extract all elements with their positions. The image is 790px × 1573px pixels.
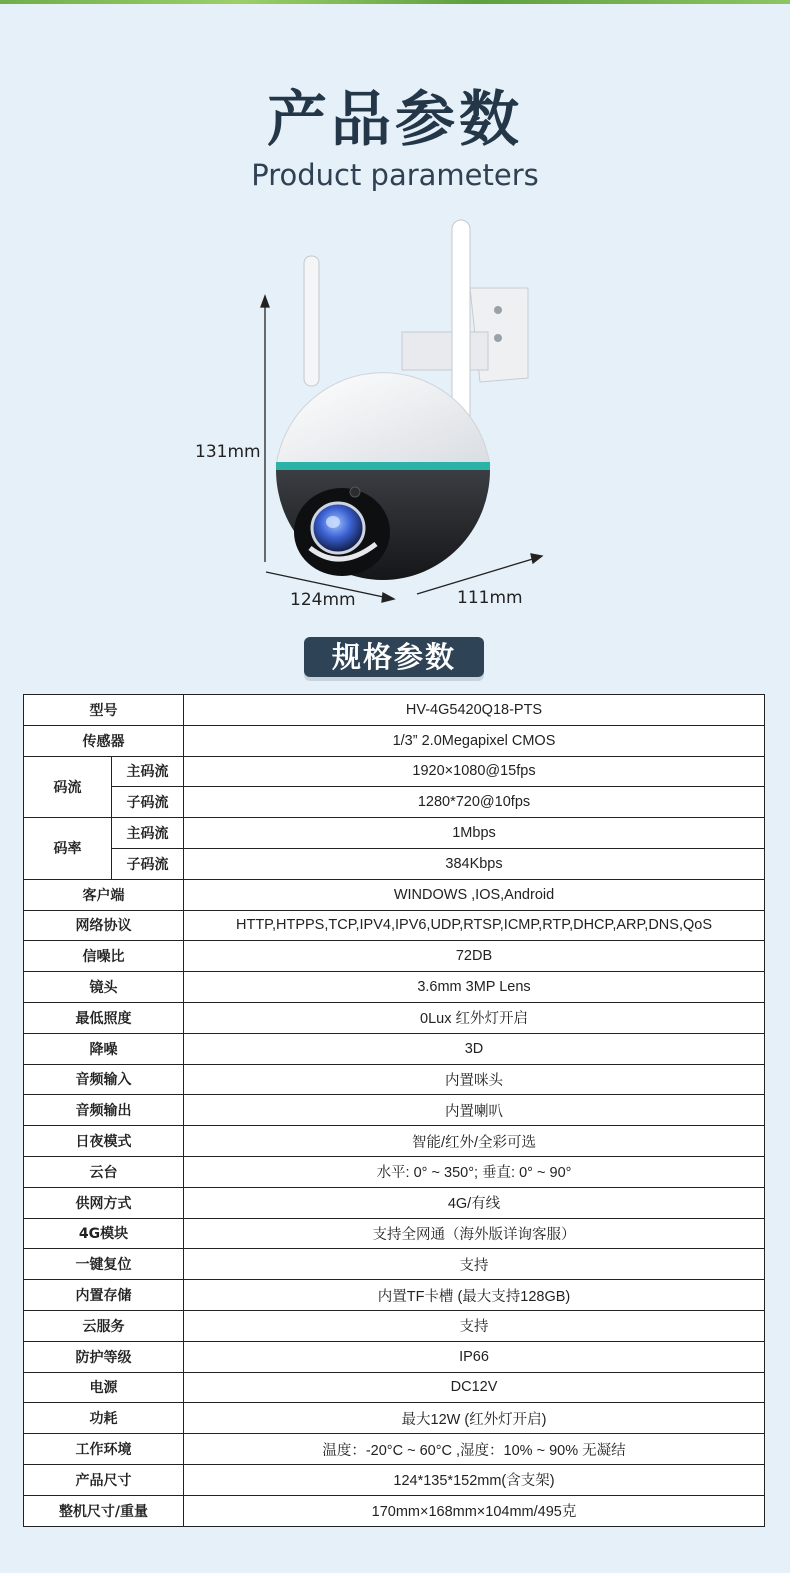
spec-value-stream-main: 1920×1080@15fps [184,756,765,787]
spec-value-model: HV-4G5420Q18-PTS [184,695,765,726]
table-row [24,1187,765,1218]
spec-value: 支持 [184,1249,765,1280]
spec-label: 工作环境 [24,1434,184,1465]
spec-value: 72DB [184,941,765,972]
spec-label: 供网方式 [24,1187,184,1218]
spec-value: 内置喇叭 [184,1095,765,1126]
table-row [24,725,765,756]
camera-image [180,210,600,620]
table-row [24,1218,765,1249]
spec-value-sensor: 1/3” 2.0Megapixel CMOS [184,725,765,756]
spec-label: 整机尺寸/重量 [24,1495,184,1526]
spec-value: 最大12W (红外灯开启) [184,1403,765,1434]
spec-label: 4G模块 [24,1218,184,1249]
page-subtitle: Product parameters [251,158,539,192]
spec-label: 电源 [24,1372,184,1403]
spec-label: 云台 [24,1156,184,1187]
spec-value: 内置TF卡槽 (最大支持128GB) [184,1280,765,1311]
spec-value: 智能/红外/全彩可选 [184,1126,765,1157]
spec-value: 支持全网通（海外版详询客服） [184,1218,765,1249]
spec-sublabel-bitrate-sub: 子码流 [112,848,184,879]
width-dimension-label: 111mm [457,588,523,608]
spec-value-bitrate-sub: 384Kbps [184,848,765,879]
spec-value: 水平: 0° ~ 350°; 垂直: 0° ~ 90° [184,1156,765,1187]
table-row [24,1126,765,1157]
table-row [24,1095,765,1126]
length-dimension-label: 124mm [290,590,356,610]
table-row [24,1249,765,1280]
spec-value: 内置咪头 [184,1064,765,1095]
spec-label: 一键复位 [24,1249,184,1280]
table-row [24,1064,765,1095]
table-row [24,879,765,910]
table-row [24,818,765,849]
spec-label: 产品尺寸 [24,1464,184,1495]
table-row [24,972,765,1003]
page-title: 产品参数 [267,85,523,155]
spec-value-stream-sub: 1280*720@10fps [184,787,765,818]
spec-value: WINDOWS ,IOS,Android [184,879,765,910]
table-row [24,1033,765,1064]
table-row [24,1156,765,1187]
spec-label-sensor: 传感器 [24,725,184,756]
table-row [24,1403,765,1434]
spec-label: 最低照度 [24,1002,184,1033]
spec-label: 日夜模式 [24,1126,184,1157]
spec-value: IP66 [184,1341,765,1372]
table-row [24,787,765,818]
table-row [24,756,765,787]
table-row [24,941,765,972]
spec-label-model: 型号 [24,695,184,726]
product-illustration [180,210,600,620]
spec-section-badge: 规格参数 [304,637,484,677]
spec-label: 内置存储 [24,1280,184,1311]
table-row [24,1280,765,1311]
top-grass-strip [0,0,790,4]
table-row [24,695,765,726]
spec-label: 降噪 [24,1033,184,1064]
spec-table [23,694,765,1527]
spec-sublabel-stream-main: 主码流 [112,756,184,787]
table-row [24,1434,765,1465]
spec-value: 0Lux 红外灯开启 [184,1002,765,1033]
table-row [24,1341,765,1372]
spec-value: 4G/有线 [184,1187,765,1218]
spec-label: 功耗 [24,1403,184,1434]
spec-sublabel-bitrate-main: 主码流 [112,818,184,849]
spec-label-bitrate: 码率 [24,818,112,880]
spec-value: DC12V [184,1372,765,1403]
spec-value: 温度：-20°C ~ 60°C ,湿度：10% ~ 90% 无凝结 [184,1434,765,1465]
spec-label: 音频输入 [24,1064,184,1095]
table-row [24,1002,765,1033]
spec-value: 3D [184,1033,765,1064]
spec-label: 信噪比 [24,941,184,972]
table-row [24,1310,765,1341]
spec-value: 170mm×168mm×104mm/495克 [184,1495,765,1526]
spec-label: 音频输出 [24,1095,184,1126]
spec-label: 云服务 [24,1310,184,1341]
spec-label: 客户端 [24,879,184,910]
spec-value: 3.6mm 3MP Lens [184,972,765,1003]
spec-value: HTTP,HTPPS,TCP,IPV4,IPV6,UDP,RTSP,ICMP,RTP,DHCP,ARP,DNS,QoS [184,910,765,941]
table-row [24,1495,765,1526]
table-row [24,1464,765,1495]
table-row [24,848,765,879]
spec-value: 支持 [184,1310,765,1341]
spec-value-bitrate-main: 1Mbps [184,818,765,849]
spec-label: 防护等级 [24,1341,184,1372]
table-row [24,1372,765,1403]
table-row [24,910,765,941]
spec-label-stream: 码流 [24,756,112,818]
spec-value: 124*135*152mm(含支架) [184,1464,765,1495]
height-dimension-label: 131mm [195,442,261,462]
spec-label: 镜头 [24,972,184,1003]
spec-label: 网络协议 [24,910,184,941]
spec-sublabel-stream-sub: 子码流 [112,787,184,818]
